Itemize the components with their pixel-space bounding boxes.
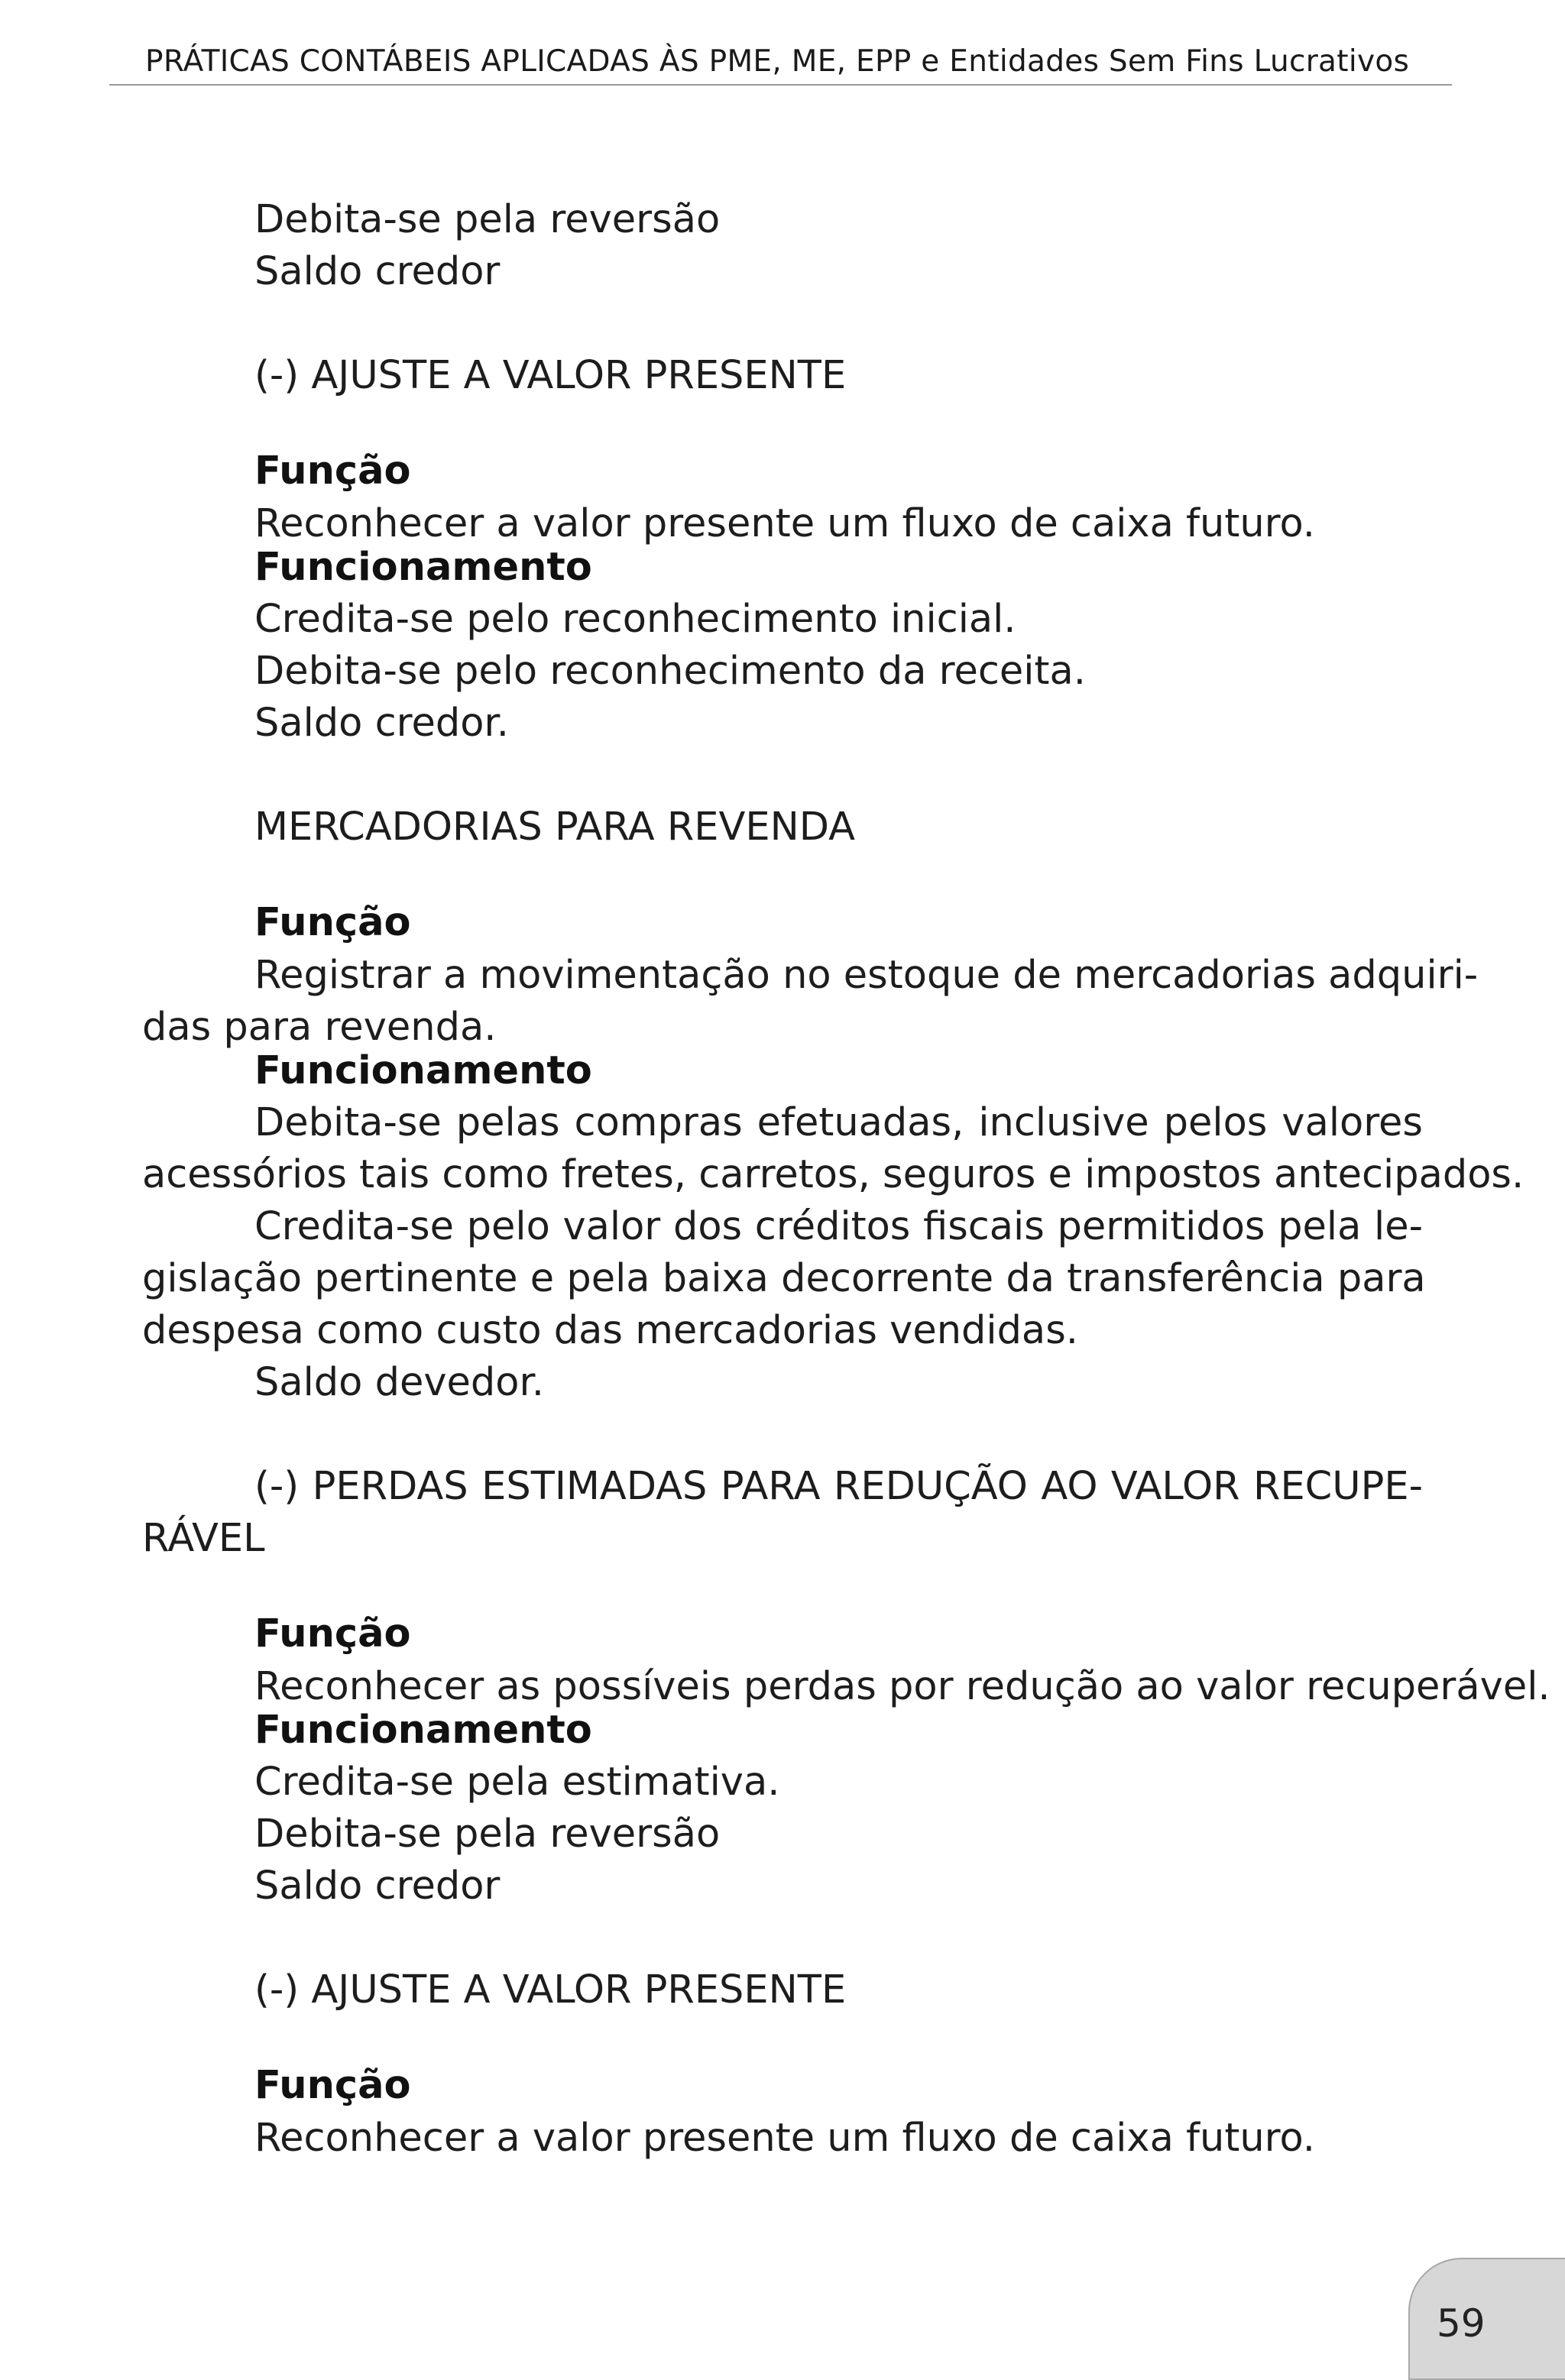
- body-line: Registrar a movimentação no estoque de mercadorias adquiri-: [254, 953, 1479, 998]
- page-number: 59: [1437, 2301, 1486, 2346]
- body-line: acessórios tais como fretes, carretos, seguros e impostos antecipados.: [142, 1152, 1524, 1197]
- body-line: Credita-se pela estimativa.: [254, 1760, 780, 1805]
- body-line: Credita-se pelo reconhecimento inicial.: [254, 597, 1016, 642]
- section-heading: (-) PERDAS ESTIMADAS PARA REDUÇÃO AO VALOR RECUPE-: [254, 1464, 1423, 1509]
- body-line: gislação pertinente e pela baixa decorrente da transferência para: [142, 1256, 1426, 1301]
- body-line: das para revenda.: [142, 1005, 497, 1050]
- body-line: Reconhecer a valor presente um fluxo de caixa futuro.: [254, 2116, 1316, 2161]
- body-line: Saldo credor: [254, 1864, 501, 1909]
- body-line: Credita-se pelo valor dos créditos fiscais permitidos pela le-: [254, 1204, 1423, 1249]
- subheading-funcao: Função: [254, 1611, 411, 1656]
- subheading-funcionamento: Funcionamento: [254, 1048, 592, 1093]
- body-line: Debita-se pela reversão: [254, 197, 721, 242]
- subheading-funcionamento: Funcionamento: [254, 1708, 592, 1753]
- section-heading: (-) AJUSTE A VALOR PRESENTE: [254, 353, 847, 398]
- subheading-funcao: Função: [254, 448, 411, 494]
- body-line: Saldo devedor.: [254, 1360, 544, 1405]
- body-line: Saldo credor.: [254, 701, 509, 746]
- body-line: Debita-se pelo reconhecimento da receita.: [254, 649, 1086, 694]
- body-line: Reconhecer a valor presente um fluxo de caixa futuro.: [254, 501, 1316, 546]
- subheading-funcao: Função: [254, 2063, 411, 2108]
- section-heading: MERCADORIAS PARA REVENDA: [254, 805, 856, 850]
- subheading-funcionamento: Funcionamento: [254, 545, 592, 590]
- body-line: Saldo credor: [254, 249, 501, 294]
- body-line: despesa como custo das mercadorias vendidas.: [142, 1308, 1078, 1353]
- subheading-funcao: Função: [254, 900, 411, 945]
- section-heading-continuation: RÁVEL: [142, 1516, 265, 1561]
- running-header: PRÁTICAS CONTÁBEIS APLICADAS ÀS PME, ME, EPP e Entidades Sem Fins Lucrativos: [145, 44, 1410, 79]
- body-line: Debita-se pela reversão: [254, 1812, 721, 1857]
- body-line: Debita-se pelas compras efetuadas, inclusive pelos valores: [254, 1100, 1423, 1145]
- body-line: Reconhecer as possíveis perdas por redução ao valor recuperável.: [254, 1664, 1550, 1709]
- section-heading: (-) AJUSTE A VALOR PRESENTE: [254, 1967, 847, 2012]
